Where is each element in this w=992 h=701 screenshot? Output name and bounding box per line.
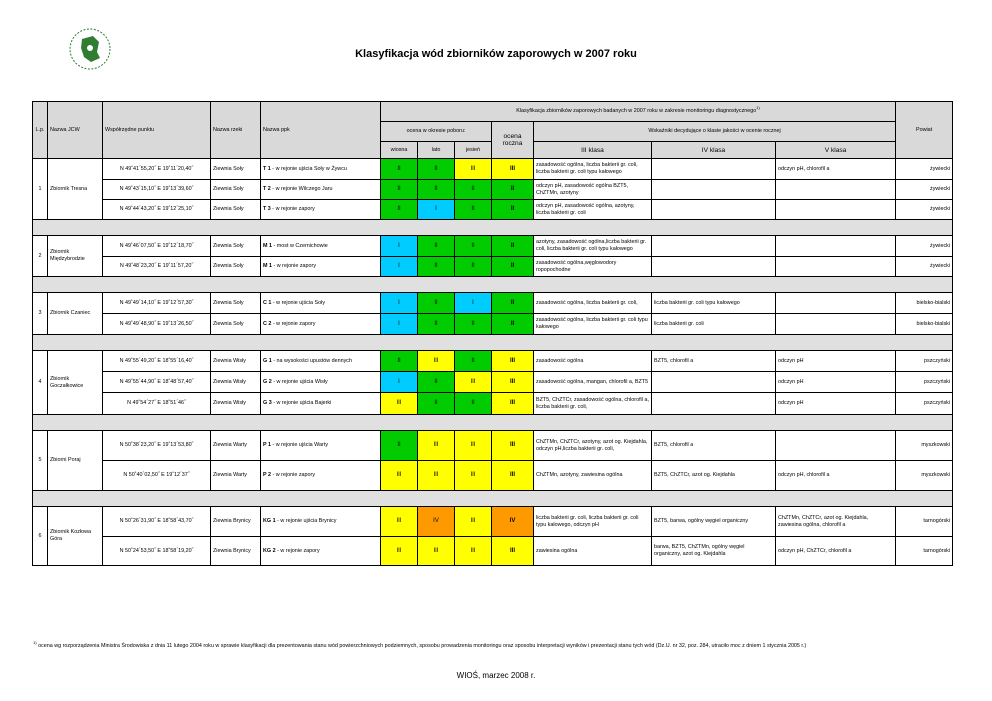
- col-autumn: jesień: [455, 142, 492, 159]
- table-row: [33, 372, 953, 393]
- table-row: [33, 507, 953, 537]
- river-cell: Ziewnia Wisły: [211, 351, 261, 372]
- col-spring: wiosna: [381, 142, 418, 159]
- season-class-cell: III: [381, 507, 418, 537]
- ppk-cell: [261, 293, 381, 314]
- jcw-name: Zbiornik Kozłowa Góra: [48, 507, 103, 566]
- class4-indicators: [652, 372, 776, 393]
- class3-indicators: azotyny, zasadowość ogólna,liczba bakterii gr. coli, liczba bakterii gr. coli typu kałowego: [534, 236, 652, 257]
- ppk-code: C 1: [263, 299, 272, 306]
- season-class-cell: II: [418, 393, 455, 415]
- lp-cell: 6: [33, 507, 48, 566]
- annual-class-cell: III: [492, 431, 534, 461]
- ppk-cell: [261, 461, 381, 491]
- district-cell: żywiecki: [896, 180, 953, 200]
- ppk-code: M 1: [263, 263, 272, 269]
- season-class-cell: III: [455, 372, 492, 393]
- table-row: [33, 351, 953, 372]
- river-cell: Ziewnia Wisły: [211, 393, 261, 415]
- coord-cell: N 50˚40΄02,50˝ E 19˚12΄37˝: [103, 461, 211, 491]
- class4-indicators: [652, 200, 776, 220]
- season-class-cell: II: [418, 372, 455, 393]
- ppk-name: - w rejonie zapory: [271, 320, 316, 327]
- season-class-cell: III: [455, 159, 492, 180]
- col-annual: ocena roczna: [492, 122, 534, 159]
- season-class-cell: III: [455, 461, 492, 491]
- super-header-mark: 1): [756, 105, 760, 111]
- river-cell: Ziewnia Warty: [211, 431, 261, 461]
- table-row: [33, 293, 953, 314]
- season-class-cell: I: [381, 257, 418, 277]
- district-cell: myszkowski: [896, 431, 953, 461]
- table-row: [33, 431, 953, 461]
- super-header-text: Klasyfikacja zbiorników zaporowych badanych w 2007 roku w zakresie monitoringu diagnostycznego: [516, 108, 757, 114]
- coord-cell: N 49˚46΄07,50˝ E 19˚12΄18,70˝: [103, 236, 211, 257]
- ppk-code: G 3: [263, 400, 272, 406]
- coord-cell: N 49˚55΄49,20˝ E 18˚55΄16,40˝: [103, 351, 211, 372]
- district-cell: bielsko-bialski: [896, 314, 953, 335]
- ppk-name: - na wysokości upustów dennych: [271, 357, 353, 364]
- annual-class-cell: II: [492, 257, 534, 277]
- season-class-cell: III: [455, 507, 492, 537]
- season-class-cell: II: [455, 351, 492, 372]
- class3-indicators: zasadowość ogólna, mangan, chlorofil a, BZT5: [534, 372, 652, 393]
- class5-indicators: odczyn pH: [776, 393, 896, 415]
- coord-cell: N 49˚41΄55,20˝ E 19˚11΄20,40˝: [103, 159, 211, 180]
- river-cell: Ziewnia Soły: [211, 180, 261, 200]
- class5-indicators: odczyn pH, chlorofil a: [776, 159, 896, 180]
- ppk-cell: [261, 507, 381, 537]
- river-cell: Ziewnia Wisły: [211, 372, 261, 393]
- ppk-code: C 2: [263, 320, 272, 327]
- ppk-cell: [261, 351, 381, 372]
- annual-class-cell: III: [492, 393, 534, 415]
- class5-indicators: [776, 293, 896, 314]
- river-cell: Ziewnia Soły: [211, 314, 261, 335]
- district-cell: pszczyński: [896, 372, 953, 393]
- classification-table: [32, 101, 953, 566]
- col-coords: Współrzędne punktu: [103, 102, 211, 159]
- class3-indicators: zawiesina ogólna: [534, 537, 652, 566]
- district-cell: żywiecki: [896, 236, 953, 257]
- super-header: [381, 102, 896, 122]
- class3-indicators: zasadowość ogólna,węglowodory ropopochodne: [534, 257, 652, 277]
- district-cell: pszczyński: [896, 351, 953, 372]
- col-class4: IV klasa: [652, 142, 776, 159]
- district-cell: pszczyński: [896, 393, 953, 415]
- season-class-cell: III: [381, 537, 418, 566]
- river-cell: Ziewnia Soły: [211, 200, 261, 220]
- jcw-name: Zbiornik Międzybrodzie: [48, 236, 103, 277]
- table-row: [33, 236, 953, 257]
- coord-cell: N 49˚43΄15,10˝ E 19˚13΄39,60˝: [103, 180, 211, 200]
- class5-indicators: [776, 236, 896, 257]
- season-class-cell: III: [381, 393, 418, 415]
- season-class-cell: II: [381, 159, 418, 180]
- season-class-cell: II: [418, 236, 455, 257]
- annual-class-cell: IV: [492, 507, 534, 537]
- season-class-cell: III: [455, 431, 492, 461]
- class5-indicators: odczyn pH: [776, 351, 896, 372]
- ppk-name: - most w Czernichowie: [272, 242, 328, 249]
- table-row: [33, 257, 953, 277]
- season-group: ocena w okresie poboru:: [381, 122, 492, 142]
- ppk-name: - w rejonie ujścia Wisły: [271, 378, 328, 385]
- season-class-cell: III: [418, 351, 455, 372]
- season-class-cell: II: [381, 180, 418, 200]
- col-class3: III klasa: [534, 142, 652, 159]
- season-class-cell: II: [455, 257, 492, 277]
- jcw-name: Zbiorni Poraj: [48, 431, 103, 491]
- season-class-cell: I: [381, 293, 418, 314]
- class4-indicators: BZT5, ChZTCr, azot og. Kiejdahla: [652, 461, 776, 491]
- group-separator: [33, 277, 953, 293]
- lp-cell: 4: [33, 351, 48, 415]
- ppk-name: - w rejonie zapory: [271, 472, 316, 478]
- ppk-code: P 2: [263, 472, 271, 478]
- separator-cell: [33, 335, 953, 351]
- ppk-cell: [261, 236, 381, 257]
- col-jcw: Nazwa JCW: [48, 102, 103, 159]
- class3-indicators: zasadowość ogólna, liczba bakterii gr. coli typu kałowego: [534, 314, 652, 335]
- jcw-name: Zbiornik Czaniec: [48, 293, 103, 335]
- class4-indicators: barwa, BZT5, ChZTMn, ogólny węgiel organiczny, azot og. Kiejdahla: [652, 537, 776, 566]
- table-row: [33, 159, 953, 180]
- ppk-name: - w rejonie ujścia Soły: [271, 299, 326, 306]
- ppk-code: T 3: [263, 206, 271, 212]
- coord-cell: N 49˚44΄43,20˝ E 19˚12΄25,10˝: [103, 200, 211, 220]
- footnote-mark: 1): [33, 640, 37, 646]
- class3-indicators: odczyn pH, zasadowość ogólna BZT5, ChZTMn, azotyny: [534, 180, 652, 200]
- class5-indicators: [776, 257, 896, 277]
- coord-cell: N 49˚55΄44,90˝ E 18˚48΄57,40˝: [103, 372, 211, 393]
- lp-cell: 1: [33, 159, 48, 220]
- class4-indicators: BZT5, barwa, ogólny węgiel organiczny: [652, 507, 776, 537]
- annual-class-cell: II: [492, 314, 534, 335]
- ppk-cell: [261, 431, 381, 461]
- col-class5: V klasa: [776, 142, 896, 159]
- ppk-cell: [261, 180, 381, 200]
- district-cell: tarnogórski: [896, 507, 953, 537]
- table-row: [33, 180, 953, 200]
- ppk-name: - w rejonie ujścia Bajerki: [271, 400, 332, 406]
- ppk-cell: [261, 537, 381, 566]
- season-class-cell: II: [418, 293, 455, 314]
- ppk-name: - w rejonie zapory: [272, 263, 317, 269]
- district-cell: żywiecki: [896, 159, 953, 180]
- annual-class-cell: III: [492, 159, 534, 180]
- annual-class-cell: III: [492, 537, 534, 566]
- class3-indicators: zasadowość ogólna: [534, 351, 652, 372]
- coord-cell: N 49˚48΄23,20˝ E 19˚11΄57,20˝: [103, 257, 211, 277]
- river-cell: Ziewnia Warty: [211, 461, 261, 491]
- annual-class-cell: III: [492, 461, 534, 491]
- ppk-cell: [261, 314, 381, 335]
- season-class-cell: II: [381, 351, 418, 372]
- district-cell: tarnogórski: [896, 537, 953, 566]
- ppk-code: KG 2: [263, 547, 276, 554]
- season-class-cell: II: [455, 314, 492, 335]
- class5-indicators: odczyn pH, chlorofil a: [776, 461, 896, 491]
- class4-indicators: liczba bakterii gr. coli: [652, 314, 776, 335]
- group-separator: [33, 491, 953, 507]
- river-cell: Ziewnia Brynicy: [211, 537, 261, 566]
- season-class-cell: III: [418, 461, 455, 491]
- class3-indicators: zasadowość ogólna, liczba bakterii gr. coli, liczba bakterii gr. coli typu kałowego: [534, 159, 652, 180]
- group-separator: [33, 220, 953, 236]
- district-cell: myszkowski: [896, 461, 953, 491]
- class3-indicators: zasadowość ogólna, liczba bakterii gr. coli,: [534, 293, 652, 314]
- class3-indicators: liczba bakterii gr. coli, liczba bakterii gr. coli typu kałowego, odczyn pH: [534, 507, 652, 537]
- ppk-code: G 2: [263, 378, 272, 385]
- ppk-name: - w rejonie ujścia Warty: [271, 442, 329, 448]
- ppk-name: - w rejonie zapory: [270, 206, 315, 212]
- annual-class-cell: III: [492, 351, 534, 372]
- separator-cell: [33, 415, 953, 431]
- class4-indicators: BZT5, chlorofil a: [652, 351, 776, 372]
- season-class-cell: I: [381, 372, 418, 393]
- season-class-cell: II: [455, 200, 492, 220]
- coord-cell: N 49˚54΄27˝ E 18˚51΄46˝: [103, 393, 211, 415]
- season-class-cell: I: [455, 293, 492, 314]
- lp-cell: 2: [33, 236, 48, 277]
- season-class-cell: III: [381, 461, 418, 491]
- river-cell: Ziewnia Brynicy: [211, 507, 261, 537]
- season-class-cell: III: [418, 537, 455, 566]
- ppk-code: T 2: [263, 186, 271, 192]
- footnote-text: ocena wg rozporządzenia Ministra Środowiska z dnia 11 lutego 2004 roku w sprawie klasyfikacji dla prezentowania stanu wód powierzchniowych podziemnych, sposobu prowadzenia monitoringu oraz sposobu interpretacji wyników i prezentacji stanu tych wód (Dz.U. nr 32, poz. 284, utraciło moc z dniem 1 stycznia 2005 r.): [38, 643, 807, 649]
- season-class-cell: II: [381, 431, 418, 461]
- table-row: [33, 200, 953, 220]
- season-class-cell: II: [418, 159, 455, 180]
- season-class-cell: II: [381, 200, 418, 220]
- table-row: [33, 537, 953, 566]
- table-row: [33, 314, 953, 335]
- annual-class-cell: III: [492, 372, 534, 393]
- annual-class-cell: II: [492, 180, 534, 200]
- river-cell: Ziewnia Soły: [211, 293, 261, 314]
- season-class-cell: II: [418, 180, 455, 200]
- season-class-cell: II: [418, 257, 455, 277]
- class3-indicators: ChZTMn, azotyny, zawiesina ogólna: [534, 461, 652, 491]
- district-cell: bielsko-bialski: [896, 293, 953, 314]
- table-row: [33, 393, 953, 415]
- ppk-cell: [261, 257, 381, 277]
- col-river: Nazwa rzeki: [211, 102, 261, 159]
- indicators-header: Wskaźniki decydujące o klasie jakości w ocenie rocznej: [534, 122, 896, 142]
- annual-class-cell: II: [492, 200, 534, 220]
- coord-cell: N 50˚26΄31,90˝ E 18˚58΄43,70˝: [103, 507, 211, 537]
- table-header: [33, 102, 953, 159]
- lp-cell: 3: [33, 293, 48, 335]
- season-class-cell: I: [381, 314, 418, 335]
- class5-indicators: [776, 180, 896, 200]
- river-cell: Ziewnia Soły: [211, 257, 261, 277]
- col-district: Powiat: [896, 102, 953, 159]
- class5-indicators: [776, 200, 896, 220]
- class4-indicators: BZT5, chlorofil a: [652, 431, 776, 461]
- class4-indicators: [652, 257, 776, 277]
- ppk-cell: [261, 372, 381, 393]
- class4-indicators: [652, 236, 776, 257]
- season-class-cell: III: [455, 537, 492, 566]
- class3-indicators: odczyn pH, zasadowość ogólna, azotyny, liczba bakterii gr. coli: [534, 200, 652, 220]
- separator-cell: [33, 491, 953, 507]
- col-summer: lato: [418, 142, 455, 159]
- ppk-code: M 1: [263, 242, 272, 249]
- coord-cell: N 50˚38΄23,20˝ E 19˚13΄53,80˝: [103, 431, 211, 461]
- class3-indicators: ChZTMn, ChZTCr, azotyny, azot og. Kiejdahla, odczyn pH,liczba bakterii gr. coli,: [534, 431, 652, 461]
- ppk-code: T 1: [263, 165, 271, 172]
- ppk-name: - w rejonie Wilczego Jaru: [270, 186, 333, 192]
- col-lp: L.p.: [33, 102, 48, 159]
- annual-class-cell: II: [492, 293, 534, 314]
- col-ppk: Nazwa ppk: [261, 102, 381, 159]
- class5-indicators: ChZTMn, ChZTCr, azot og. Kiejdahla, zawiesina ogólna, chlorofil a: [776, 507, 896, 537]
- season-class-cell: II: [418, 314, 455, 335]
- coord-cell: N 49˚49΄48,90˝ E 19˚13΄26,50˝: [103, 314, 211, 335]
- district-cell: żywiecki: [896, 257, 953, 277]
- ppk-code: G 1: [263, 357, 272, 364]
- ppk-cell: [261, 200, 381, 220]
- class5-indicators: odczyn pH, ChZTCr, chlorofil a: [776, 537, 896, 566]
- coord-cell: N 49˚49΄14,10˝ E 19˚12΄57,30˝: [103, 293, 211, 314]
- ppk-cell: [261, 393, 381, 415]
- class4-indicators: liczba bakterii gr. coli typu kałowego: [652, 293, 776, 314]
- lp-cell: 5: [33, 431, 48, 491]
- class4-indicators: [652, 180, 776, 200]
- class4-indicators: [652, 393, 776, 415]
- season-class-cell: I: [418, 200, 455, 220]
- page-title: Klasyfikacja wód zbiorników zaporowych w 2007 roku: [355, 48, 637, 60]
- season-class-cell: IV: [418, 507, 455, 537]
- jcw-name: Zbiornik Goczałkowice: [48, 351, 103, 415]
- class5-indicators: [776, 314, 896, 335]
- table-row: [33, 461, 953, 491]
- ppk-name: - w rejonie zapory: [275, 547, 320, 554]
- footnote: [33, 642, 958, 650]
- season-class-cell: II: [455, 180, 492, 200]
- season-class-cell: III: [418, 431, 455, 461]
- season-class-cell: I: [381, 236, 418, 257]
- page-footer: WIOŚ, marzec 2008 r.: [456, 671, 536, 680]
- group-separator: [33, 335, 953, 351]
- ppk-code: P 1: [263, 442, 271, 448]
- river-cell: Ziewnia Soły: [211, 236, 261, 257]
- ppk-code: KG 1: [263, 518, 276, 524]
- group-separator: [33, 415, 953, 431]
- district-cell: żywiecki: [896, 200, 953, 220]
- class3-indicators: BZT5, ChZTCr, zasadowość ogólna, chlorofil a, liczba bakterii gr. coli,: [534, 393, 652, 415]
- season-class-cell: II: [455, 393, 492, 415]
- jcw-name: Zbiornik Tresna: [48, 159, 103, 220]
- ppk-cell: [261, 159, 381, 180]
- season-class-cell: II: [455, 236, 492, 257]
- class5-indicators: odczyn pH: [776, 372, 896, 393]
- river-cell: Ziewnia Soły: [211, 159, 261, 180]
- table-body: [33, 159, 953, 566]
- coord-cell: N 50˚24΄53,50˝ E 18˚58΄19,20˝: [103, 537, 211, 566]
- ppk-name: - w rejonie ujścia Soły w Żywcu: [270, 165, 347, 172]
- ppk-name: - w rejonie ujścia Brynicy: [275, 518, 337, 524]
- class4-indicators: [652, 159, 776, 180]
- separator-cell: [33, 277, 953, 293]
- annual-class-cell: II: [492, 236, 534, 257]
- separator-cell: [33, 220, 953, 236]
- class5-indicators: [776, 431, 896, 461]
